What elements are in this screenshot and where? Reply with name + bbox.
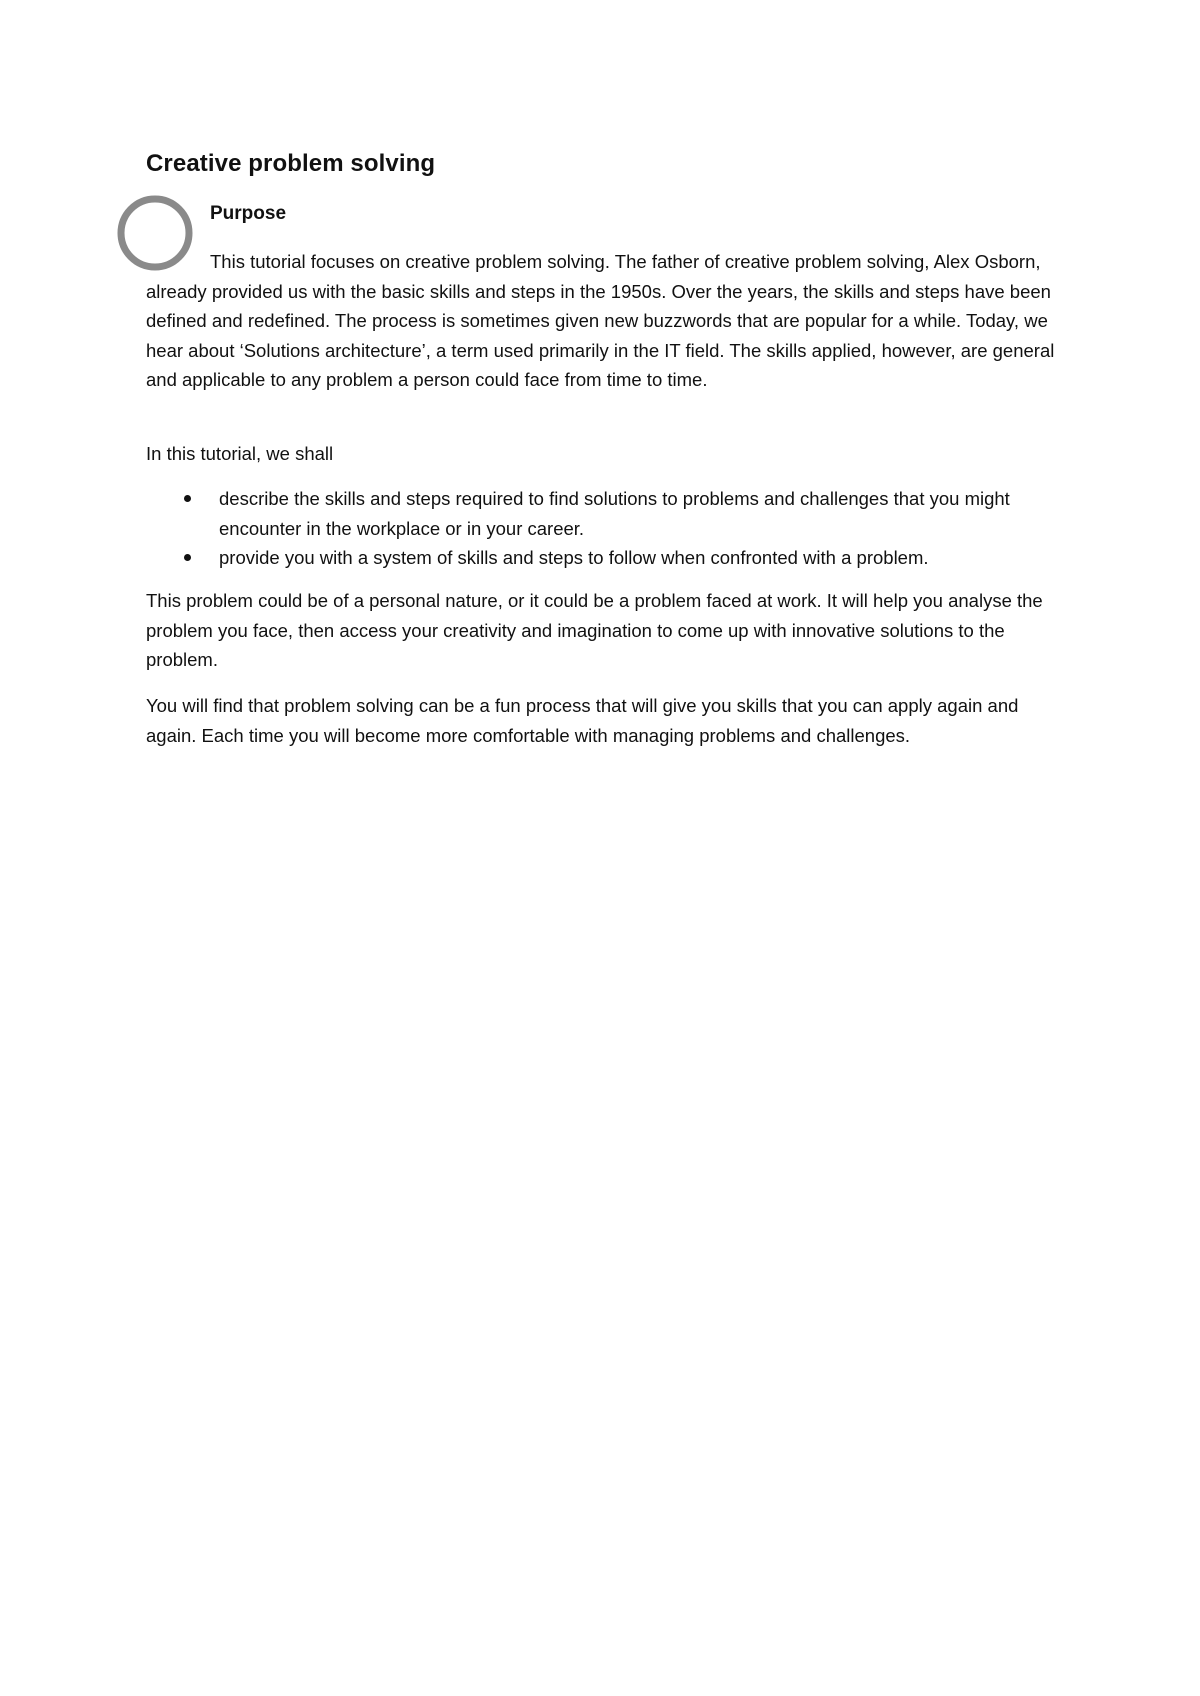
bullet-icon (184, 495, 191, 502)
list-item (146, 484, 1071, 543)
list-item-text: describe the skills and steps required to find solutions to problems and challenges that you might encounter in the workplace or in your career. (219, 488, 1010, 539)
section-heading-purpose: Purpose (210, 203, 287, 224)
list-item-text: provide you with a system of skills and steps to follow when confronted with a problem. (219, 547, 929, 568)
list-item (146, 543, 1071, 573)
document-title: Creative problem solving (146, 150, 436, 177)
lead-in-text: In this tutorial, we shall (146, 443, 334, 464)
paragraph-fun-process: You will find that problem solving can be a fun process that will give you skills that you can apply again and again. Each time you will become more comfortable with managing problems and challenges. (146, 695, 1019, 746)
bullet-icon (184, 554, 191, 561)
paragraph-personal-nature: This problem could be of a personal nature, or it could be a problem faced at work. It will help you analyse the problem you face, then access your creativity and imagination to come up with innovative solutions to the problem. (146, 590, 1043, 670)
intro-paragraph: This tutorial focuses on creative problem solving. The father of creative problem solving, Alex Osborn, already provided us with the basic skills and steps in the 1950s. Over the years, the skills and steps have been defined and redefined. The process is sometimes given new buzzwords that are popular for a while. Today, we hear about ‘Solutions architecture’, a term used primarily in the IT field. The skills applied, however, are general and applicable to any problem a person could face from time to time. (146, 251, 1055, 390)
bullet-list (146, 484, 1071, 573)
